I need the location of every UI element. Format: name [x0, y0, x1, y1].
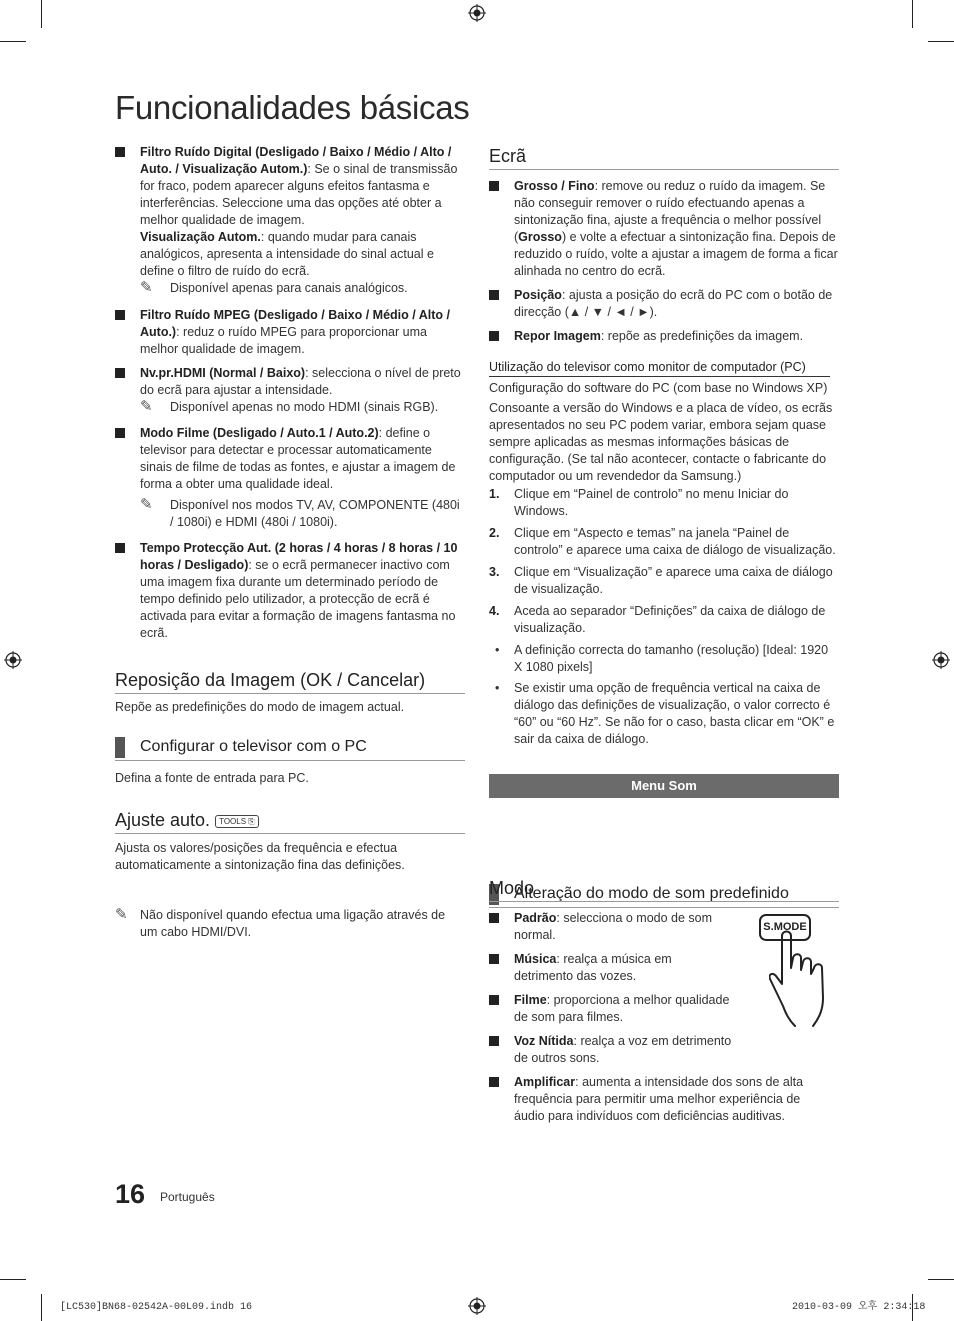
section-heading: Modo: [489, 877, 839, 902]
section-heading: Reposição da Imagem (OK / Cancelar): [115, 669, 465, 694]
list-item: Filme: proporciona a melhor qualidade de som para filmes.: [489, 992, 734, 1026]
square-bullet-icon: [115, 310, 125, 320]
list-item: Nv.pr.HDMI (Normal / Baixo): selecciona o nível de preto do ecrã para ajustar a intensidade. ✎ Disponível apenas no modo HDMI (sinais RGB).: [115, 365, 465, 416]
pointing-hand-icon: [769, 928, 839, 1036]
crop-mark: [928, 1279, 954, 1280]
page-number: 16: [115, 1179, 146, 1209]
step-item: 3. Clique em “Visualização” e aparece uma caixa de diálogo de visualização.: [489, 565, 833, 596]
step-item: 1. Clique em “Painel de controlo” no menu Iniciar do Windows.: [489, 487, 789, 518]
subsection-heading: Alteração do modo de som predefinido: [489, 882, 839, 908]
note: ✎ Não disponível quando efectua uma ligação através de um cabo HDMI/DVI.: [115, 906, 446, 939]
list-item: Padrão: selecciona o modo de som normal.: [489, 910, 734, 944]
step-item: 2. Clique em “Aspecto e temas” na janela “Painel de controlo” e aparece uma caixa de diálogo de visualização.: [489, 526, 836, 557]
square-bullet-icon: [489, 954, 499, 964]
dot-bullet-icon: •: [495, 681, 500, 695]
note: ✎ Disponível nos modos TV, AV, COMPONENTE (480i / 1080i) e HDMI (480i / 1080i).: [140, 496, 460, 529]
subsection-heading: Configurar o televisor com o PC: [115, 735, 465, 761]
pencil-note-icon: ✎: [140, 279, 153, 296]
menu-bar: Menu Som: [489, 774, 839, 798]
section-text: Ajusta os valores/posições da frequência e efectua automaticamente a sintonização fina das definições.: [115, 841, 405, 872]
list-item: Amplificar: aumenta a intensidade dos sons de alta frequência para permitir uma melhor experiência de áudio para indivíduos com deficiências auditivas.: [489, 1074, 829, 1125]
square-bullet-icon: [115, 368, 125, 378]
left-column: [115, 144, 465, 649]
step-item: 4. Aceda ao separador “Definições” da caixa de diálogo de visualização.: [489, 604, 826, 635]
list-item: Tempo Protecção Aut. (2 horas / 4 horas / 8 horas / 10 horas / Desligado): se o ecrã permanecer inactivo com uma imagem fixa durante um determinado período de tempo definido pelo utilizador, a protecção de ecrã é activada para evitar a formação de imagens fantasma no ecrã.: [115, 540, 465, 642]
page-title: Funcionalidades básicas: [115, 89, 470, 126]
list-item: Voz Nítida: realça a voz em detrimento de outros sons.: [489, 1033, 734, 1067]
square-bullet-icon: [489, 913, 499, 923]
bullet-item: • Se existir uma opção de frequência vertical na caixa de diálogo das definições de visualização, o valor correcto é “60” ou “60 Hz”. Se não for o caso, basta clicar em “OK” e sair da caixa de diálogo.: [495, 681, 835, 746]
section-text: Configuração do software do PC (com base no Windows XP): [489, 381, 828, 395]
mode-list: [489, 910, 734, 1074]
square-bullet-icon: [489, 290, 499, 300]
section-heading: Ajuste auto. TOOLS ⎘: [115, 809, 465, 834]
registration-mark-icon: [468, 1297, 486, 1315]
list-item: Modo Filme (Desligado / Auto.1 / Auto.2): define o televisor para detectar e processar automaticamente sinais de filme de todas as fontes, e ajustar a imagem de forma a obter uma qualidade ideal. ✎ Disponível nos modos TV, AV, COMPONENTE (480i / 1080i) e HDMI (480i / 1080i).: [115, 425, 465, 531]
footer-file: [LC530]BN68-02542A-00L09.indb 16: [60, 1302, 253, 1313]
crop-mark: [41, 0, 42, 28]
section-text: Consoante a versão do Windows e a placa de vídeo, os ecrãs apresentados no seu PC podem variar, embora sejam quase sempre aplicadas as mesmas informações básicas de configuração. (Se tal não acontecer, contacte o fabricante do computador ou um revendedor da Samsung.): [489, 401, 833, 483]
square-bullet-icon: [115, 428, 125, 438]
crop-mark: [0, 41, 26, 42]
heading-bar: [115, 737, 125, 758]
list-item: Música: realça a música em detrimento das vozes.: [489, 951, 734, 985]
tools-badge: TOOLS ⎘: [215, 815, 259, 828]
note: ✎ Disponível apenas para canais analógicos.: [140, 279, 408, 296]
square-bullet-icon: [115, 147, 125, 157]
section-text: Repõe as predefinições do modo de imagem actual.: [115, 700, 405, 714]
square-bullet-icon: [489, 995, 499, 1005]
screen-list: [489, 178, 839, 352]
list-item: Posição: ajusta a posição do ecrã do PC com o botão de direcção (▲ / ▼ / ◄ / ►).: [489, 287, 839, 321]
section-heading: Ecrã: [489, 145, 839, 170]
footer-date: 2010-03-09 오후 2:34:18: [792, 1302, 926, 1313]
registration-mark-icon: [4, 651, 22, 669]
pencil-note-icon: ✎: [115, 906, 128, 923]
amplify-item: [489, 1074, 829, 1132]
section-text: Defina a fonte de entrada para PC.: [115, 771, 309, 785]
dot-bullet-icon: •: [495, 643, 500, 657]
crop-mark: [0, 1279, 26, 1280]
pc-monitor-heading: Utilização do televisor como monitor de computador (PC): [489, 359, 830, 377]
registration-mark-icon: [468, 4, 486, 22]
steps-list: [489, 486, 839, 752]
smode-button: S.MODE: [759, 914, 811, 941]
square-bullet-icon: [489, 1077, 499, 1087]
square-bullet-icon: [489, 1036, 499, 1046]
bullet-item: • A definição correcta do tamanho (resolução) [Ideal: 1920 X 1080 pixels]: [495, 643, 829, 674]
registration-mark-icon: [932, 651, 950, 669]
list-item: Filtro Ruído MPEG (Desligado / Baixo / Médio / Alto / Auto.): reduz o ruído MPEG para proporcionar uma melhor qualidade de imagem.: [115, 307, 465, 358]
page-language: Português: [160, 1190, 215, 1204]
smode-illustration: [755, 912, 840, 1037]
square-bullet-icon: [489, 181, 499, 191]
list-item: Repor Imagem: repõe as predefinições da imagem.: [489, 328, 839, 345]
pencil-note-icon: ✎: [140, 496, 153, 513]
square-bullet-icon: [115, 543, 125, 553]
pencil-note-icon: ✎: [140, 398, 153, 415]
list-item: Filtro Ruído Digital (Desligado / Baixo / Médio / Alto / Auto. / Visualização Autom.): Se o sinal de transmissão for fraco, podem aparecer alguns efeitos fantasma e interferências. Seleccione uma das opções até obter a melhor qualidade de imagem. Visualização Autom.: quando mudar para canais analógicos, apresenta a intensidade do sinal actual e define o filtro de ruído do ecrã. ✎ Disponível apenas para canais analógicos.: [115, 144, 465, 297]
list-item: Grosso / Fino: remove ou reduz o ruído da imagem. Se não conseguir remover o ruído efectuando apenas a sintonização fina, ajuste a frequência o melhor possível (Grosso) e volte a efectuar a sintonização fina. Depois de reduzido o ruído, volte a ajustar a imagem de forma a ficar alinhada no centro do ecrã.: [489, 178, 839, 280]
crop-mark: [928, 41, 954, 42]
square-bullet-icon: [489, 331, 499, 341]
crop-mark: [41, 1294, 42, 1321]
crop-mark: [912, 0, 913, 28]
note: ✎ Disponível apenas no modo HDMI (sinais RGB).: [140, 398, 439, 415]
